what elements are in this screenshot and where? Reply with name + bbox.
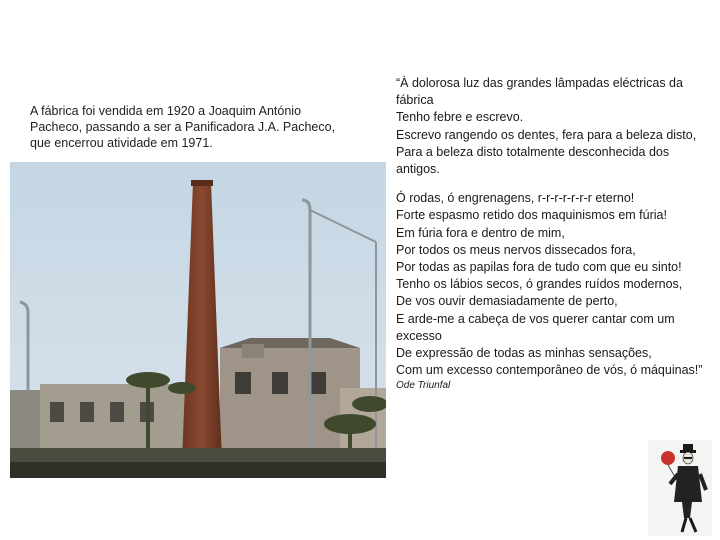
poem-quote (396, 75, 712, 405)
poem-stanza-1 (396, 75, 712, 178)
poem-line: Tenho febre e escrevo. (396, 110, 524, 125)
poem-line: Em fúria fora e dentro de mim, (396, 225, 565, 240)
poem-line: Por todas as papilas fora de tudo com que eu sinto! (396, 260, 682, 275)
factory-chimney-image (10, 162, 386, 478)
poem-line: De vos ouvir demasiadamente de perto, (396, 294, 618, 309)
poem-line: Para a beleza disto totalmente desconhecida dos antigos. (396, 144, 670, 177)
poem-stanza-2 (396, 190, 712, 393)
factory-photo (10, 162, 386, 478)
poem-line: De expressão de todas as minhas sensações, (396, 346, 652, 361)
poem-line: “À dolorosa luz das grandes lâmpadas eléctricas da fábrica (396, 76, 683, 108)
poem-line: Escrevo rangendo os dentes, fera para a beleza disto, (396, 127, 697, 142)
poem-line: Forte espasmo retido dos maquinismos em fúria! (396, 208, 667, 223)
poet-portrait-illustration (648, 440, 712, 536)
poet-portrait (648, 440, 712, 536)
poem-source: Ode Triunfal (396, 380, 451, 392)
poem-line: Tenho os lábios secos, ó grandes ruídos modernos, (396, 277, 683, 292)
poem-line: Com um excesso contemporâneo de vós, ó máquinas!” (396, 363, 703, 378)
poem-line: E arde-me a cabeça de vos querer cantar com um excesso (396, 311, 675, 343)
poem-line: Ó rodas, ó engrenagens, r-r-r-r-r-r-r eterno! (396, 191, 635, 206)
photo-caption: A fábrica foi vendida em 1920 a Joaquim António Pacheco, passando a ser a Panificadora J.A. Pacheco, que encerrou atividade em 1971. (30, 104, 336, 150)
poem-line: Por todos os meus nervos dissecados fora, (396, 242, 636, 257)
